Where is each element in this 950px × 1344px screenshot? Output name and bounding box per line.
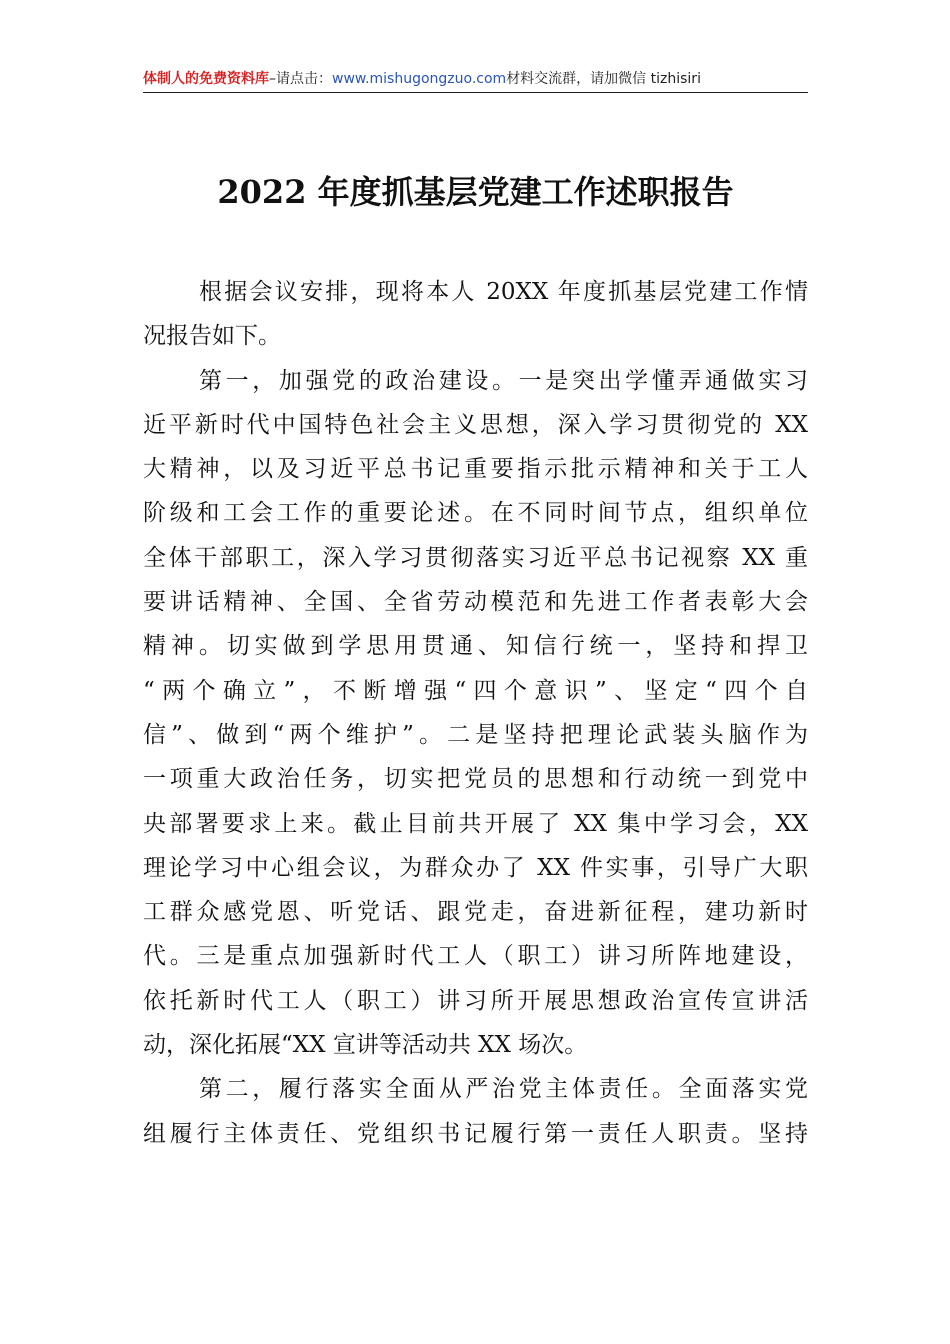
site-name[interactable]: 体制人的免费资料库 xyxy=(143,71,269,87)
paragraph-line: 理论学习中心组会议，为群众办了 XX 件实事，引导广大职 xyxy=(143,854,808,881)
paragraph-line: 代。三是重点加强新时代工人（职工）讲习所阵地建设， xyxy=(143,943,808,970)
paragraph-line: 一项重大政治任务，切实把党员的思想和行动统一到党中 xyxy=(143,766,808,793)
paragraph-line: 组履行主体责任、党组织书记履行第一责任人职责。坚持 xyxy=(143,1120,808,1147)
paragraph-line: 第一，加强党的政治建设。一是突出学懂弄通做实习 xyxy=(199,367,808,394)
click-prompt: –请点击： xyxy=(269,71,332,87)
paragraph-line: 动，深化拓展“XX 宣讲等活动共 XX 场次。 xyxy=(143,1032,588,1059)
paragraph-line: 第二，履行落实全面从严治党主体责任。全面落实党 xyxy=(199,1076,808,1103)
document-title: 2022 年度抓基层党建工作述职报告 xyxy=(217,173,734,211)
paragraph-line: 依托新时代工人（职工）讲习所开展思想政治宣传宣讲活 xyxy=(143,987,808,1014)
paragraph-line: 根据会议安排，现将本人 20XX 年度抓基层党建工作情 xyxy=(199,279,808,305)
paragraph-line: 近平新时代中国特色社会主义思想，深入学习贯彻党的 XX xyxy=(143,411,808,438)
paragraph-line: 精神。切实做到学思用贯通、知信行统一，坚持和捍卫 xyxy=(143,633,808,660)
paragraph-line: 阶级和工会工作的重要论述。在不同时间节点，组织单位 xyxy=(143,500,808,527)
page-header xyxy=(143,66,808,93)
paragraph-line: 况报告如下。 xyxy=(143,323,281,350)
site-url-link[interactable]: www.mishugongzuo.com xyxy=(332,71,507,87)
paragraph-line: 信”、做到“两个维护”。二是坚持把理论武装头脑作为 xyxy=(143,721,808,748)
paragraph-line: “两个确立”，不断增强“四个意识”、坚定“四个自 xyxy=(143,677,808,704)
paragraph-line: 要讲话精神、全国、全省劳动模范和先进工作者表彰大会 xyxy=(143,589,808,616)
paragraph-line: 工群众感党恩、听党话、跟党走，奋进新征程，建功新时 xyxy=(143,899,808,926)
contact-info: 材料交流群，请加微信 tizhisiri xyxy=(506,71,701,87)
document-body xyxy=(143,270,808,1156)
paragraph-line: 大精神，以及习近平总书记重要指示批示精神和关于工人 xyxy=(143,456,808,483)
paragraph-line: 全体干部职工，深入学习贯彻落实习近平总书记视察 XX 重 xyxy=(143,544,808,571)
paragraph-line: 央部署要求上来。截止目前共开展了 XX 集中学习会，XX xyxy=(143,810,808,837)
